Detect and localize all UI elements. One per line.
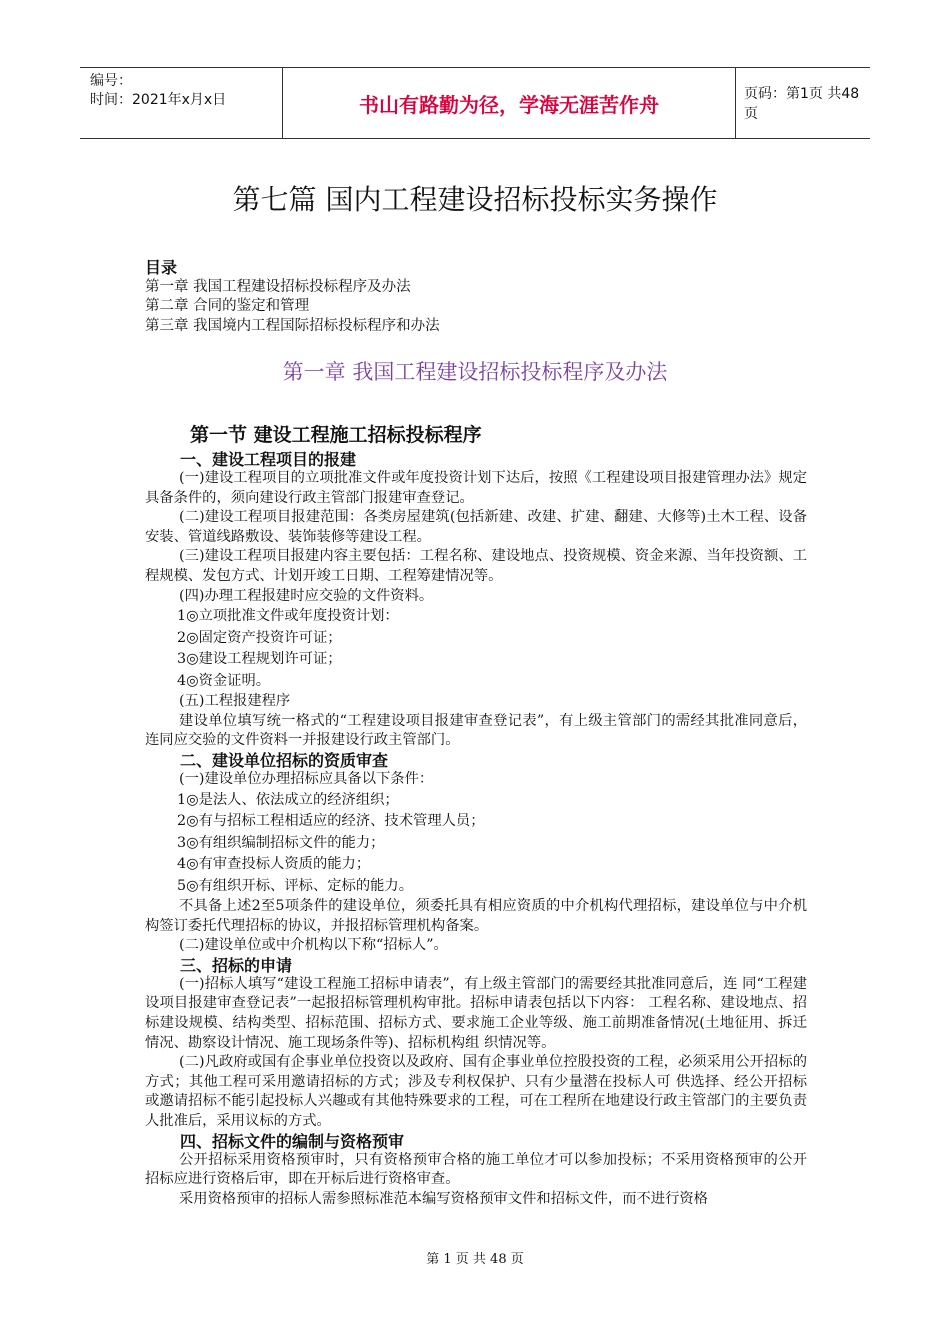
heading-3: 三、招标的申请 <box>180 955 293 975</box>
time-label: 时间：2021年x月x日 <box>90 92 227 108</box>
paragraph: 公开招标采用资格预审时，只有资格预审合格的施工单位才可以参加投标；不采用资格预审的公开招标应进行资格后审，即在开标后进行资格审查。 <box>145 1151 807 1188</box>
paragraph: (一)建设工程项目的立项批准文件或年度投资计划下达后，按照《工程建设项目报建管理办法》规定具备条件的，须向建设行政主管部门报建审查登记。 <box>145 470 807 506</box>
list-item: 4◎有审查投标人资质的能力； <box>177 856 371 873</box>
toc-item[interactable]: 第三章 我国境内工程国际招标投标程序和办法 <box>145 317 440 334</box>
list-item: 3◎有组织编制招标文件的能力； <box>177 834 385 851</box>
paragraph: (二)建设工程项目报建范围：各类房屋建筑(包括新建、改建、扩建、翻建、大修等)土木工程、设备安装、管道线路敷设、装饰装修等建设工程。 <box>145 509 807 545</box>
header-page-info: 页码：第1页 共48页 <box>744 86 860 122</box>
chapter-title: 第一章 我国工程建设招标投标程序及办法 <box>282 360 668 384</box>
paragraph: (二)建设单位或中介机构以下称“招标人”。 <box>179 937 448 954</box>
list-item: 2◎有与招标工程相适应的经济、技术管理人员； <box>177 813 485 830</box>
paragraph: (一)招标人填写“建设工程施工招标申请表”，有上级主管部门的需要经其批准同意后，连 同“工程建设项目报建审查登记表”一起报招标管理机构审批。招标申请表包括以下内容： 工程名称、建设地点、招标建设规模、结构类型、招标范围、招标方式、要求施工企业等级、施工前期准备情况(土地征用、拆迁情况、勘察设计情况、施工现场条件等)、招标机构组 织情况等。 <box>145 975 807 1051</box>
toc-item[interactable]: 第二章 合同的鉴定和管理 <box>145 298 310 314</box>
paragraph: 不具备上述2至5项条件的建设单位，须委托具有相应资质的中介机构代理招标，建设单位与中介机构签订委托代理招标的协议，并报招标管理机构备案。 <box>145 898 807 934</box>
header-motto: 书山有路勤为径，学海无涯苦作舟 <box>282 68 736 138</box>
page-header <box>80 67 870 139</box>
paragraph: 建设单位填写统一格式的“工程建设项目报建审查登记表”，有上级主管部门的需经其批准同意后，连同应交验的文件资料一并报建设行政主管部门。 <box>145 712 807 749</box>
document-body <box>145 422 807 1209</box>
toc-item[interactable]: 第一章 我国工程建设招标投标程序及办法 <box>145 278 411 295</box>
list-item: 4◎资金证明。 <box>177 672 271 689</box>
section-title: 第一节 建设工程施工招标投标程序 <box>190 424 482 446</box>
header-meta <box>90 72 280 110</box>
paragraph: (四)办理工程报建时应交验的文件资料。 <box>179 587 434 604</box>
page-footer: 第 1 页 共 48 页 <box>426 1252 524 1267</box>
list-item: 2◎固定资产投资许可证； <box>177 629 342 646</box>
number-label: 编号： <box>90 73 132 89</box>
list-item: 1◎是法人、依法成立的经济组织； <box>177 791 399 808</box>
paragraph: (一)建设单位办理招标应具备以下条件： <box>179 770 434 787</box>
paragraph: 采用资格预审的招标人需参照标准范本编写资格预审文件和招标文件，而不进行资格 <box>179 1190 708 1207</box>
toc-heading: 目录 <box>145 258 178 277</box>
paragraph: (三)建设工程项目报建内容主要包括：工程名称、建设地点、投资规模、资金来源、当年投资额、工程规模、发包方式、计划开竣工日期、工程筹建情况等。 <box>145 548 807 584</box>
list-item: 5◎有组织开标、评标、定标的能力。 <box>177 877 414 894</box>
heading-4: 四、招标文件的编制与资格预审 <box>180 1131 405 1151</box>
heading-1: 一、建设工程项目的报建 <box>180 450 357 469</box>
paragraph: (二)凡政府或国有企事业单位投资以及政府、国有企事业单位控股投资的工程，必须采用公开招标的方式；其他工程可采用邀请招标的方式；涉及专利权保护、只有少量潜在投标人可 供选择、经公开招标或邀请招标不能引起投标人兴趣或有其他特殊要求的工程，可在工程所在地建设行政主管部门的主要负责人批准后，采用议标的方式。 <box>145 1054 807 1129</box>
list-item: 1◎立项批准文件或年度投资计划： <box>177 608 399 625</box>
document-title: 第七篇 国内工程建设招标投标实务操作 <box>232 183 718 216</box>
list-item: 3◎建设工程规划许可证； <box>177 651 342 668</box>
table-of-contents <box>145 258 440 336</box>
heading-2: 二、建设单位招标的资质审查 <box>180 750 389 770</box>
paragraph: (五)工程报建程序 <box>179 693 291 710</box>
